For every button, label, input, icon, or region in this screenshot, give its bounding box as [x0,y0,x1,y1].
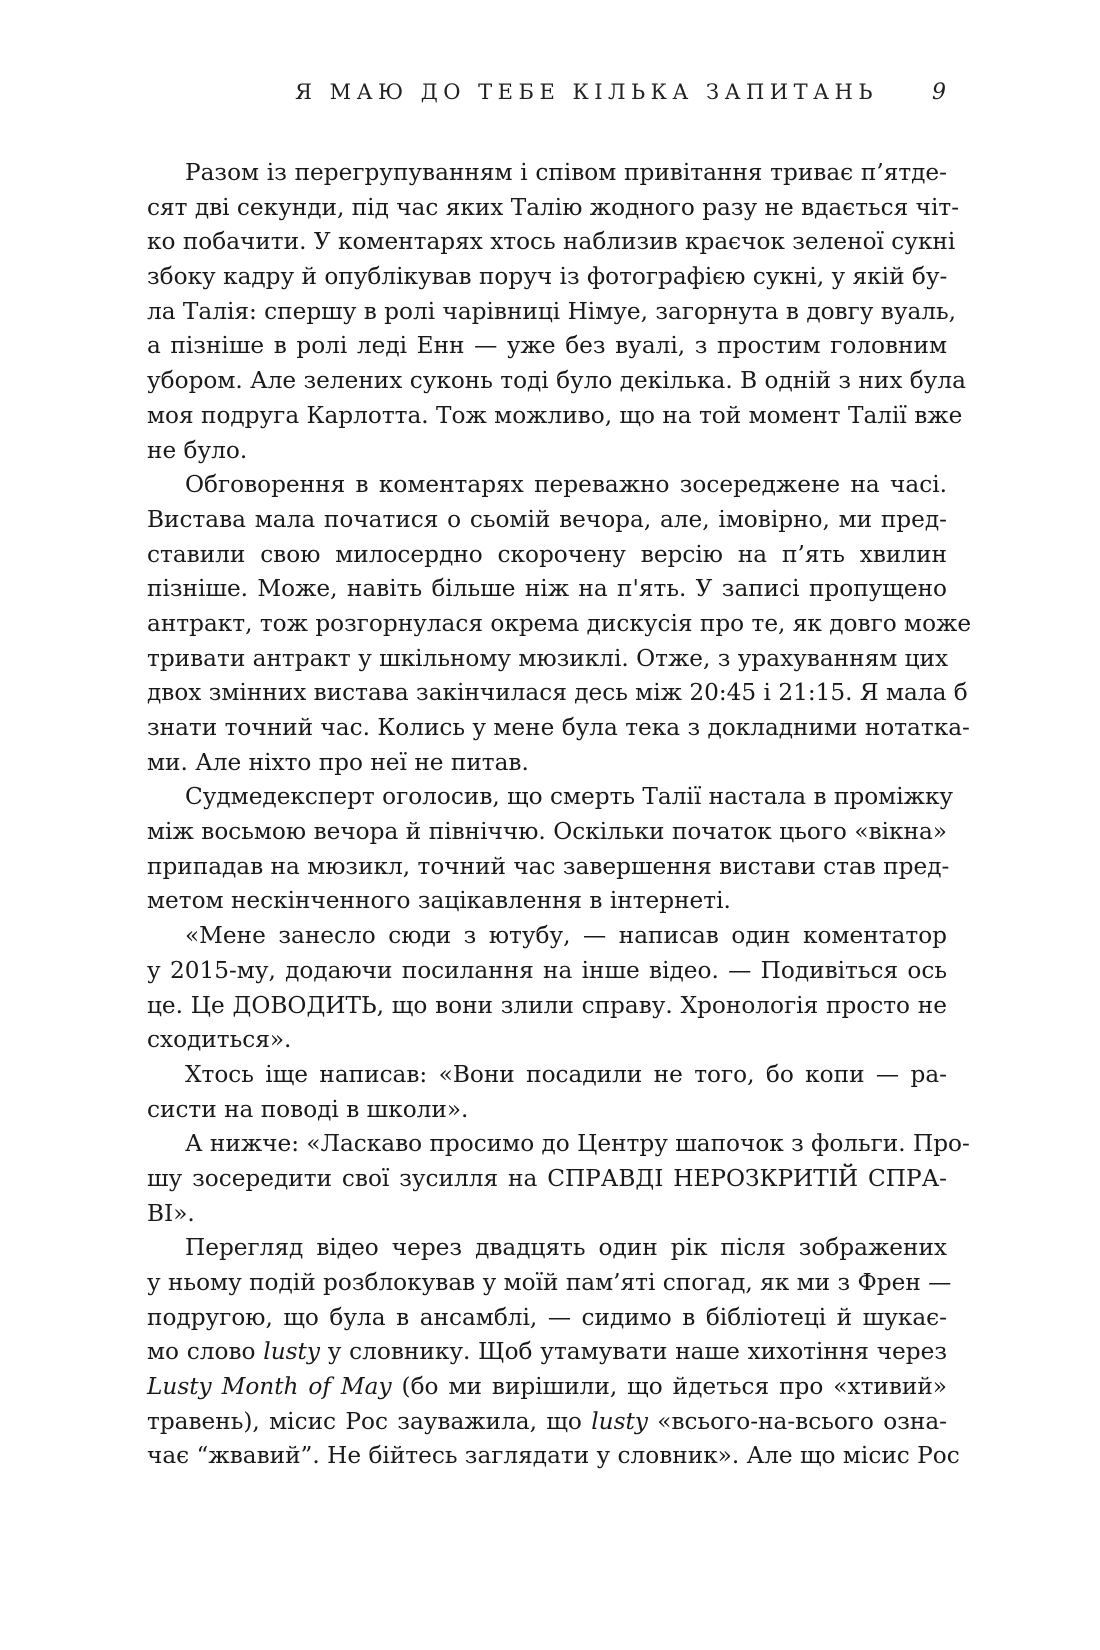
text-line [147,1405,947,1440]
text-run: подругою, що була в ансамблі, — сидимо в бібліотеці й шукає- [147,1303,947,1331]
text-run: Обговорення в коментарях переважно зосереджене на часі. [185,471,947,499]
paragraph [147,919,947,1058]
text-run: знати точний час. Колись у мене була тека з докладними нотатка- [147,714,970,741]
text-run: шу зосередити свої зусилля на СПРАВДІ НЕРОЗКРИТІЙ СПРА- [147,1164,947,1192]
text-run: не було. [147,436,248,464]
text-run: травень), місис Рос зауважила, що [147,1407,592,1435]
text-line [147,711,970,746]
text-line [147,399,963,434]
text-run: збоку кадру й опублікував поруч із фотографією сукні, у якій бу- [147,263,948,291]
text-line [147,434,947,469]
text-line [147,676,968,711]
text-run: Разом із перегрупуванням і співом привітання триває п’ятде- [185,159,947,186]
text-line [147,1127,970,1162]
text-run: сходиться». [147,1026,292,1054]
paragraph [147,1231,960,1474]
text-line [147,884,947,919]
text-run: Судмедексперт оголосив, що смерть Талії настала в проміжку [185,783,954,811]
text-line [147,1023,947,1058]
text-run: систи на поводі в школи». [147,1095,469,1123]
text-run: ВІ». [147,1199,195,1227]
text-line [147,1162,947,1197]
text-line [147,468,947,503]
paragraph [147,1058,947,1127]
text-line [147,1266,952,1301]
text-line [147,1335,947,1370]
text-run: мо слово [147,1338,264,1366]
text-run: ко побачити. У коментарях хтось наблизив краєчок зеленої сукні [147,228,956,256]
text-run: припадав на мюзикл, точний час завершення вистави став пред- [147,852,950,880]
text-line [147,1058,947,1093]
text-line [147,1301,947,1336]
text-line [147,919,947,954]
text-line [147,538,947,573]
text-run: а пізніше в ролі леді Енн — уже без вуалі, з простим головним [147,332,947,360]
text-run: сят дві секунди, під час яких Талію жодного разу не вдається чіт- [147,193,960,221]
paragraph [147,780,954,919]
text-line [147,1197,947,1232]
text-run: це. Це ДОВОДИТЬ, що вони злили справу. Хронологія просто не [147,991,947,1019]
text-run: метом нескінченного зацікавлення в інтернеті. [147,887,731,915]
text-line [147,989,947,1024]
text-run: у 2015-му, додаючи посилання на інше відео. — Подивіться ось [147,956,947,984]
text-run: у словнику. Щоб утамувати наше хихотіння через [319,1338,947,1366]
text-run: чає “жвавий”. Не бійтесь заглядати у словник». Але що місис Рос [147,1442,960,1470]
text-run: двох змінних вистава закінчилася десь між 20:45 і 21:15. Я мала б [147,679,968,707]
text-line [147,780,954,815]
text-run: Вистава мала початися о сьомій вечора, але, імовірно, ми пред- [147,505,947,533]
text-run: А нижче: «Ласкаво просимо до Центру шапочок з фольги. Про- [185,1130,970,1158]
text-line [147,746,947,781]
text-run: ставили свою милосердно скорочену версію на п’ять хвилин [147,540,947,568]
text-line [147,260,947,295]
italic-text: Lusty Month of May [147,1373,392,1401]
text-line [147,607,972,642]
italic-text: lusty [591,1407,648,1435]
page-number: 9 [932,80,946,105]
text-run: моя подруга Карлотта. Тож можливо, що на той момент Талії вже [147,401,963,429]
text-line [147,225,956,260]
paragraph [147,156,966,468]
text-run: ла Талія: спершу в ролі чарівниці Німуе, загорнута в довгу вуаль, [147,297,957,325]
text-line [147,156,947,191]
text-line [147,815,947,850]
running-head [150,80,946,114]
text-line [147,572,947,607]
text-line [147,191,960,226]
text-run: убором. Але зелених суконь тоді було декілька. В одній з них була [147,367,966,395]
text-run: (бо ми вирішили, що йдеться про «хтивий» [391,1373,947,1401]
text-run: між восьмою вечора й північчю. Оскільки початок цього «вікна» [147,818,947,846]
text-line [147,329,947,364]
text-line [147,1439,960,1474]
text-run: у ньому подій розблокував у моїй пам’яті спогад, як ми з Френ — [147,1269,952,1296]
text-line [147,642,947,677]
text-line [147,1231,947,1266]
paragraph [147,1127,970,1231]
running-title: Я МАЮ ДО ТЕБЕ КІЛЬКА ЗАПИТАНЬ [294,80,878,104]
text-run: Хтось іще написав: «Вони посадили не того, бо копи — ра- [185,1060,947,1088]
text-run: «всього-на-всього озна- [647,1407,947,1435]
italic-text: lusty [263,1338,320,1366]
text-run: ми. Але ніхто про неї не питав. [147,748,529,776]
text-line [147,954,947,989]
text-run: антракт, тож розгорнулася окрема дискусія про те, як довго може [147,609,972,637]
text-line [147,1370,947,1405]
text-line [147,850,950,885]
text-line [147,1093,947,1128]
paragraph [147,468,972,780]
text-run: «Мене занесло сюди з ютубу, — написав один коментатор [185,922,947,950]
text-line [147,503,947,538]
text-run: Перегляд відео через двадцять один рік після зображених [185,1234,947,1262]
text-run: пізніше. Може, навіть більше ніж на п'ять. У записі пропущено [147,575,947,603]
text-run: тривати антракт у шкільному мюзиклі. Отже, з урахуванням цих [147,644,949,672]
body-text [147,156,972,1474]
text-line [147,295,957,330]
text-line [147,364,966,399]
